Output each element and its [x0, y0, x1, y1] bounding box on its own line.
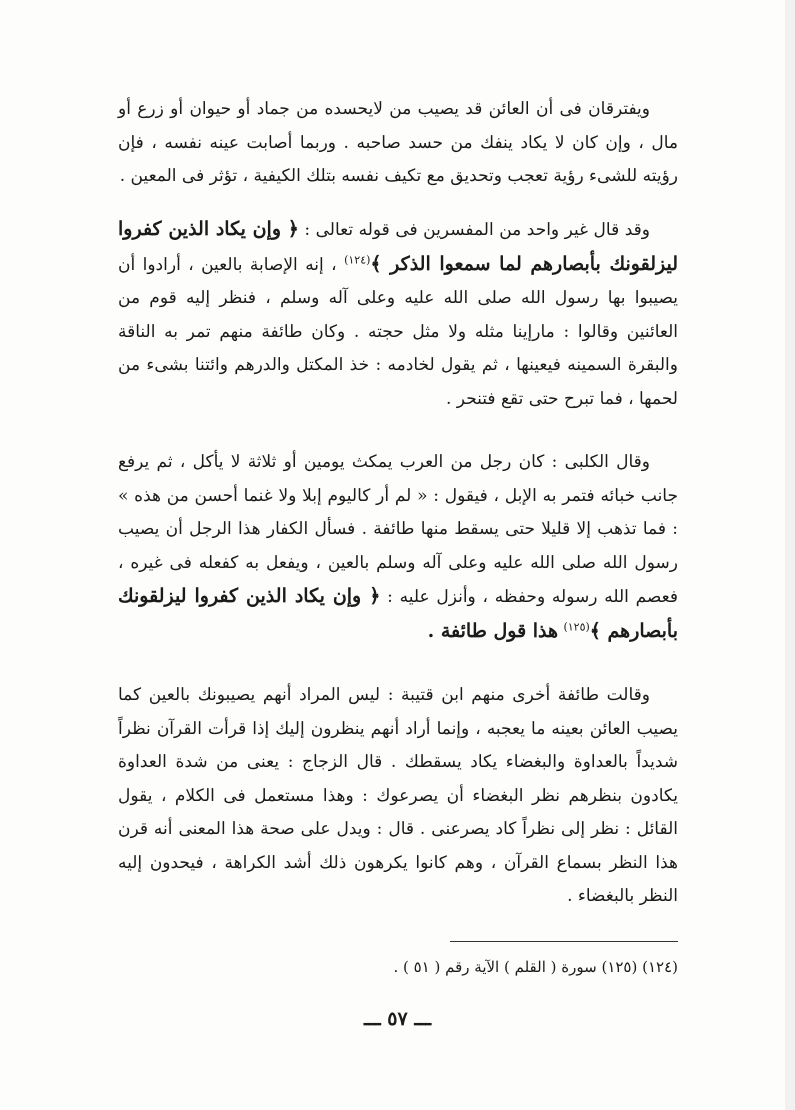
paragraph-3 — [118, 446, 678, 649]
quran-quote-2: ﴿ وإن يكاد الذين كفروا ليزلقونك بأبصارهم ﴾ — [118, 585, 678, 642]
footnote-divider — [450, 941, 678, 942]
footnote-ref-124: (١٢٤) — [344, 252, 371, 266]
paragraph-2-rest: ، إنه الإصابة بالعين ، أرادوا أن يصيبوا بها رسول الله صلى الله عليه وعلى آله وسلم ، فنظر إليه قوم من العائنين وقالوا : مارإينا مثله ولا مثل حجته . وكان طائفة منهم تمر به الناقة والبقرة السمينه فيعينها ، ثم يقول لخادمه : خذ المكتل والدرهم وائتنا بشىء من لحمها ، فما تبرح حتى تقع فتنحر . — [118, 254, 678, 409]
paragraph-2-lead: وقد قال غير واحد من المفسرين فى قوله تعالى : — [304, 220, 650, 240]
quran-quote-1: ﴿ وإن يكاد الذين كفروا ليزلقونك بأبصارهم لما سمعوا الذكر ﴾ — [118, 218, 678, 275]
paragraph-3-rest: هذا قول طائفة . — [427, 619, 559, 642]
paragraph-3-text — [118, 446, 678, 649]
paragraph-2-text — [118, 213, 678, 416]
paragraph-2 — [118, 213, 678, 416]
paragraph-1-text: ويفترقان فى أن العائن قد يصيب من لايحسده من جماد أو حيوان أو زرع أو مال ، وإن كان لا يكاد ينفك من حسد صاحبه . وربما أصابت عينه نفسه ، فإن رؤيته للشىء رؤية تعجب وتحديق مع تكيف نفسه بتلك الكيفية ، تؤثر فى المعين . — [118, 99, 678, 186]
paragraph-4-text: وقالت طائفة أخرى منهم ابن قتيبة : ليس المراد أنهم يصيبونك بالعين كما يصيب العائن بعينه ما يعجبه ، وإنما أراد أنهم ينظرون إليك إذا قرأت القرآن نظراً شديداً بالعداوة والبغضاء يكاد يسقطك . قال الزجاج : يعنى من شدة العداوة يكادون بنظرهم نظر البغضاء أن يصرعوك : وهذا مستعمل فى الكلام ، يقول القائل : نظر إلى نظراً كاد يصرعنى . قال : ويدل على صحة هذا المعنى أنه قرن هذا النظر بسماع القرآن ، وهم كانوا يكرهون ذلك أشد الكراهة ، فيحدون إليه النظر بالبغضاء . — [118, 685, 678, 906]
paragraph-4 — [118, 679, 678, 914]
paragraph-1 — [118, 93, 678, 194]
page-number: ـــ ٥٧ ـــ — [363, 1008, 432, 1030]
footnote-ref-125: (١٢٥) — [563, 619, 590, 633]
paragraph-3-lead: وقال الكلبى : كان رجل من العرب يمكث يومين أو ثلاثة لا يأكل ، ثم يرفع جانب خبائه فتمر به الإبل ، فيقول : « لم أر كاليوم إبلا ولا غنما أحسن من هذه » : فما تذهب إلا قليلا حتى يسقط منها طائفة . فسأل الكفار هذا الرجل أن يصيب رسول الله صلى الله عليه وعلى آله وسلم بالعين ، ويفعل به كفعله فى غيره ، فعصم الله رسوله وحفظه ، وأنزل عليه : — [118, 452, 678, 607]
footnote: (١٢٤) (١٢٥) سورة ( القلم ) الآية رقم ( ٥١ ) . — [393, 958, 678, 976]
